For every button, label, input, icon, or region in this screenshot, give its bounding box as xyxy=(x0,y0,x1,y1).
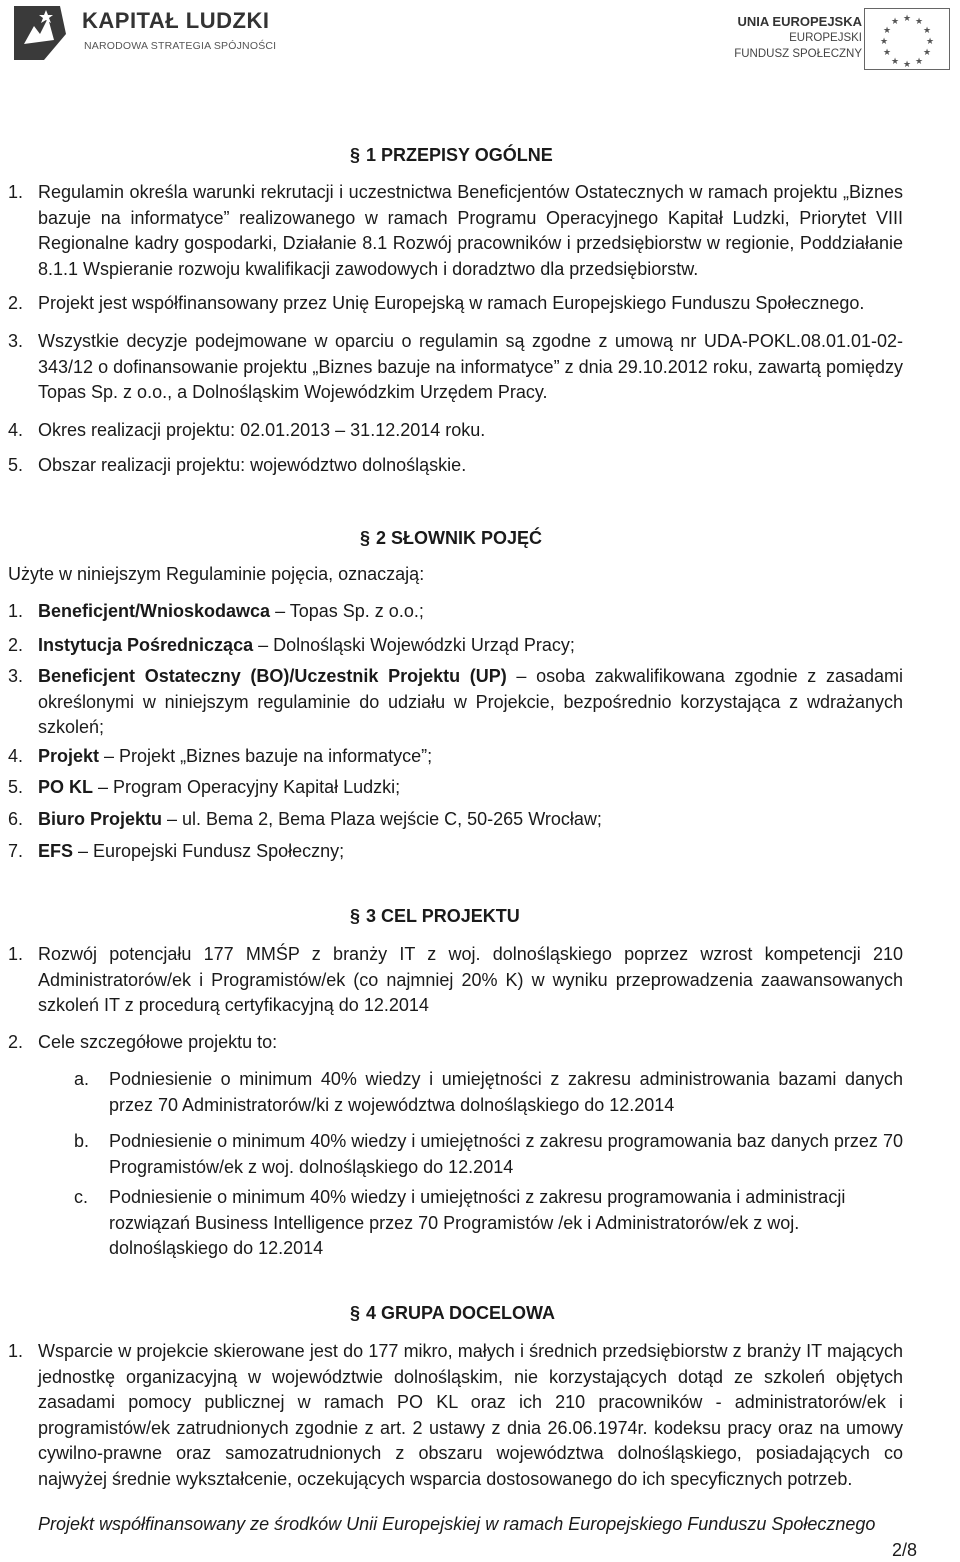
svg-text:★: ★ xyxy=(890,57,900,67)
svg-text:★: ★ xyxy=(890,17,900,27)
list-item xyxy=(8,599,903,625)
item-text: Podniesienie o minimum 40% wiedzy i umiejętności z zakresu programowania i administracji rozwiązań Business Intelligence przez 70 Programistów /ek i Administratorów/ek z woj. dolnośląskiego do 12.2014 xyxy=(109,1187,846,1258)
sub-list-item xyxy=(74,1129,903,1181)
definition: – Dolnośląski Wojewódzki Urząd Pracy; xyxy=(253,635,575,655)
section-3-title: 3 CEL PROJEKTU xyxy=(366,906,520,926)
svg-text:★: ★ xyxy=(925,37,935,47)
item-number: 2. xyxy=(8,1032,24,1052)
footer-text: Projekt współfinansowany ze środków Unii Europejskiej w ramach Europejskiego Funduszu Społecznego xyxy=(38,1514,876,1534)
list-item xyxy=(8,664,903,742)
item-text: Podniesienie o minimum 40% wiedzy i umiejętności z zakresu programowania baz danych przez 70 Programistów/ek z woj. dolnośląskiego do 12.2014 xyxy=(109,1131,903,1177)
left-logo-title: KAPITAŁ LUDZKI xyxy=(82,8,270,33)
glossary-intro: Użyte w niniejszym Regulaminie pojęcia, oznaczają: xyxy=(8,564,425,584)
item-number: 4. xyxy=(8,746,24,766)
item-text: Obszar realizacji projektu: województwo dolnośląskie. xyxy=(38,455,467,475)
section-mark: § xyxy=(350,145,361,165)
item-text: Podniesienie o minimum 40% wiedzy i umiejętności z zakresu administrowania bazami danych przez 70 Administratorów/ki z województwa dolnośląskiego do 12.2014 xyxy=(109,1069,903,1115)
item-text: Rozwój potencjału 177 MMŚP z branży IT z woj. dolnośląskiego poprzez wzrost kompetencji 210 Administratorów/ek i Programistów/ek (co najmniej 20% K) w wyniku przeprowadzenia zaawansowanych szkoleń IT z procedurą certyfikacyjną do 12.2014 xyxy=(38,944,903,1015)
item-number: 6. xyxy=(8,809,24,829)
kapital-ludzki-emblem-icon xyxy=(10,4,70,62)
item-letter: b. xyxy=(74,1131,90,1151)
item-number: 4. xyxy=(8,420,24,440)
right-logo-line3: FUNDUSZ SPOŁECZNY xyxy=(734,48,862,60)
section-mark: § xyxy=(350,1303,361,1323)
term: Projekt xyxy=(38,746,100,766)
item-number: 1. xyxy=(8,1341,24,1361)
section-2-title: 2 SŁOWNIK POJĘĆ xyxy=(376,528,543,548)
svg-text:★: ★ xyxy=(882,26,892,36)
list-item xyxy=(8,633,903,659)
definition: – ul. Bema 2, Bema Plaza wejście C, 50-265 Wrocław; xyxy=(162,809,602,829)
list-item xyxy=(8,329,903,407)
item-number: 5. xyxy=(8,777,24,797)
svg-text:★: ★ xyxy=(922,26,932,36)
section-1-heading xyxy=(350,145,553,166)
term: PO KL xyxy=(38,777,94,797)
page-number: 2/8 xyxy=(892,1540,918,1560)
item-text: Regulamin określa warunki rekrutacji i uczestnictwa Beneficjentów Ostatecznych w ramach projektu „Biznes bazuje na informatyce” realizowanego w ramach Programu Operacyjnego Kapitał Ludzki, Priorytet VIII Regionalne kadry gospodarki, Działanie 8.1 Rozwój pracowników i przedsiębiorstw w regionie, Poddziałanie 8.1.1 Wspieranie rozwoju kwalifikacji zawodowych i doradztwo dla przedsiębiorstw. xyxy=(38,182,903,279)
list-item xyxy=(8,453,903,479)
term: Beneficjent Ostateczny (BO)/Uczestnik Projektu (UP) xyxy=(38,666,507,686)
item-number: 1. xyxy=(8,601,24,621)
item-number: 1. xyxy=(8,182,24,202)
list-item xyxy=(8,744,903,770)
list-item xyxy=(8,775,903,801)
section-2-heading xyxy=(360,528,542,549)
section-1-title: 1 PRZEPISY OGÓLNE xyxy=(366,145,553,165)
eu-efs-logo xyxy=(728,2,958,74)
right-logo-line1: UNIA EUROPEJSKA xyxy=(737,14,862,29)
item-letter: c. xyxy=(74,1187,89,1207)
section-mark: § xyxy=(360,528,371,548)
kapital-ludzki-logo xyxy=(8,2,328,64)
list-item xyxy=(8,418,903,444)
section-4-heading xyxy=(350,1303,555,1324)
item-number: 7. xyxy=(8,841,24,861)
item-number: 2. xyxy=(8,293,24,313)
item-letter: a. xyxy=(74,1069,90,1089)
term: Beneficjent/Wnioskodawca xyxy=(38,601,271,621)
definition: – Topas Sp. z o.o.; xyxy=(270,601,424,621)
list-item xyxy=(8,1030,903,1056)
item-number: 5. xyxy=(8,455,24,475)
item-number: 1. xyxy=(8,944,24,964)
svg-text:★: ★ xyxy=(879,37,889,47)
definition: – Europejski Fundusz Społeczny; xyxy=(73,841,345,861)
item-text: Wszystkie decyzje podejmowane w oparciu o regulamin są zgodne z umową nr UDA-POKL.08.01.01-02-343/12 o dofinansowanie projektu „Biznes bazuje na informatyce” z dnia 29.10.2012 roku, zawartą pomiędzy Topas Sp. z o.o., a Dolnośląskim Wojewódzkim Urzędem Pracy. xyxy=(38,331,903,402)
eu-flag-icon xyxy=(864,8,950,70)
sub-list-item xyxy=(74,1185,903,1263)
item-text: Projekt jest współfinansowany przez Unię Europejską w ramach Europejskiego Funduszu Społecznego. xyxy=(38,293,865,313)
list-item xyxy=(8,942,903,1020)
item-text: Wsparcie w projekcie skierowane jest do 177 mikro, małych i średnich przedsiębiorstw z branży IT mających jednostkę organizacyjną w województwie dolnośląskim, nie korzystających dotąd ze szkoleń objętych zasadami pomocy publicznej w ramach PO KL oraz ich 210 pracowników - administratorów/ek i programistów/ek zatrudnionych zgodnie z art. 2 ustawy z dnia 26.06.1974r. kodeksu pracy oraz na umowy cywilno-prawne oraz samozatrudnionych z obszaru województwa dolnośląskiego, posiadających co najwyżej średnie wykształcenie, oczekujących wsparcia dostosowanego do ich specyficznych potrzeb. xyxy=(38,1341,903,1489)
left-logo-subtitle: NARODOWA STRATEGIA SPÓJNOŚCI xyxy=(84,40,277,52)
svg-text:★: ★ xyxy=(882,48,892,58)
list-item xyxy=(8,839,903,865)
list-item xyxy=(8,807,903,833)
item-number: 3. xyxy=(8,666,24,686)
section-3-heading xyxy=(350,906,520,927)
svg-text:★: ★ xyxy=(914,57,924,67)
term: Instytucja Pośrednicząca xyxy=(38,635,254,655)
item-number: 3. xyxy=(8,331,24,351)
svg-text:★: ★ xyxy=(902,14,912,24)
definition: – Projekt „Biznes bazuje na informatyce”; xyxy=(99,746,433,766)
svg-text:★: ★ xyxy=(914,17,924,27)
definition: – osoba zakwalifikowana zgodnie z zasadami określonymi w niniejszym regulaminie do udziału w Projekcie, bezpośrednio korzystająca z wdrażanych szkoleń; xyxy=(38,666,903,737)
section-4-title: 4 GRUPA DOCELOWA xyxy=(366,1303,556,1323)
item-number: 2. xyxy=(8,635,24,655)
svg-text:★: ★ xyxy=(922,48,932,58)
definition: – Program Operacyjny Kapitał Ludzki; xyxy=(93,777,401,797)
item-text: Okres realizacji projektu: 02.01.2013 – 31.12.2014 roku. xyxy=(38,420,486,440)
section-mark: § xyxy=(350,906,361,926)
term: EFS xyxy=(38,841,74,861)
term: Biuro Projektu xyxy=(38,809,163,829)
svg-text:★: ★ xyxy=(902,60,912,70)
list-item xyxy=(8,180,903,284)
right-logo-line2: EUROPEJSKI xyxy=(789,32,862,44)
sub-list-item xyxy=(74,1067,903,1119)
list-item xyxy=(8,291,903,317)
item-text: Cele szczegółowe projektu to: xyxy=(38,1032,278,1052)
list-item xyxy=(8,1339,903,1495)
